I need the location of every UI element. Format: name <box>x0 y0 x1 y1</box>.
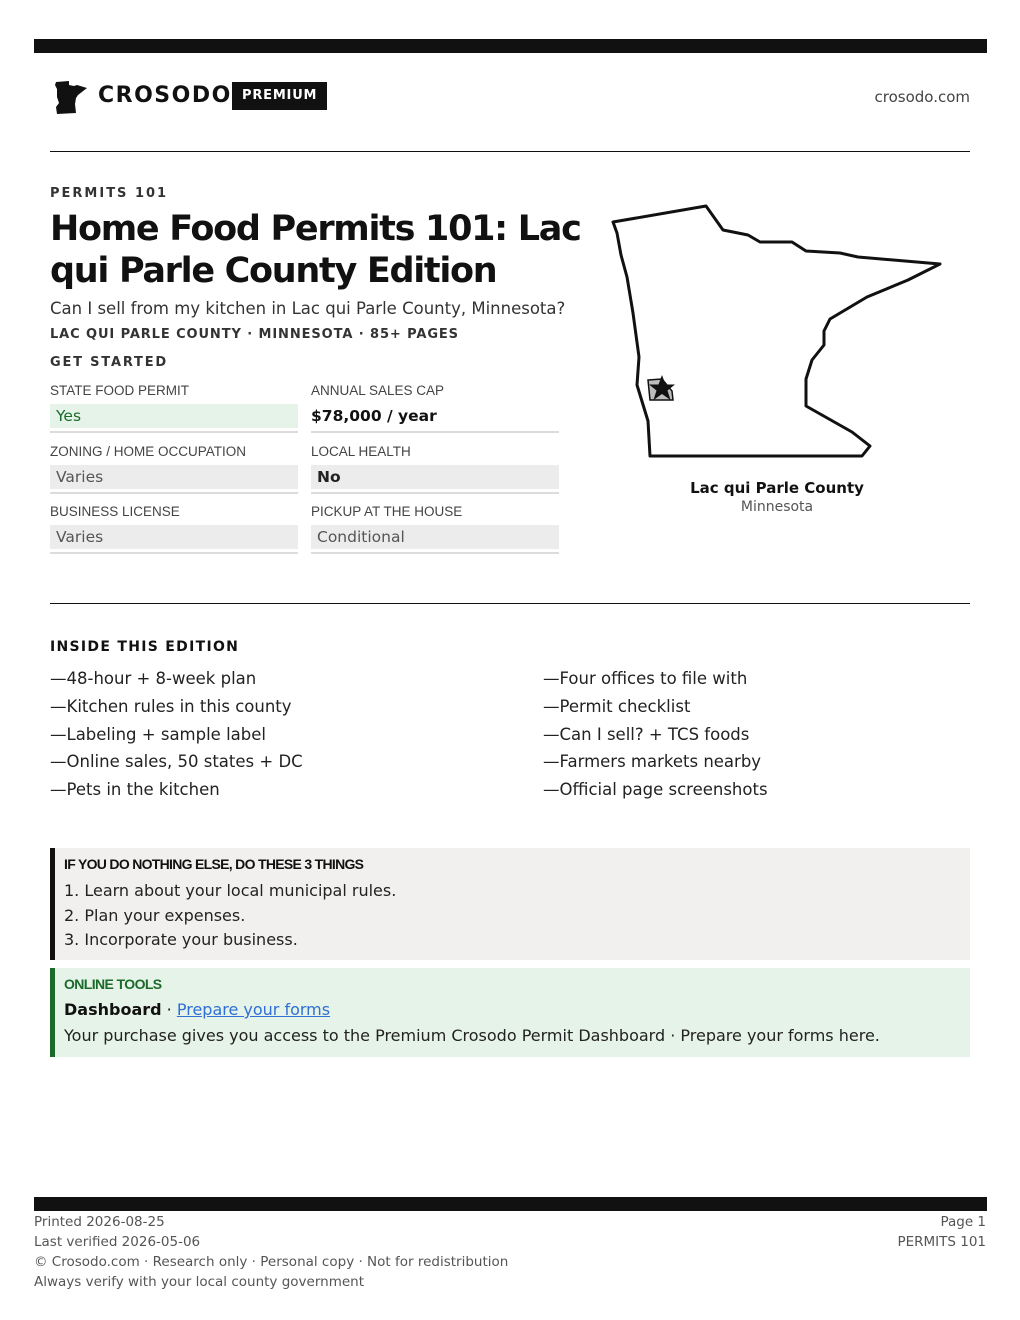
field-value: Varies <box>50 525 298 549</box>
section-name: PERMITS 101 <box>897 1234 986 1250</box>
tools-link-row <box>64 1000 330 1019</box>
field-label: LOCAL HEALTH <box>311 444 411 459</box>
annual-sales-cap-field <box>311 383 559 433</box>
top-rule-bar <box>34 39 987 53</box>
field-value: Conditional <box>311 525 559 549</box>
page-header <box>50 78 970 118</box>
todo-item: 3. Incorporate your business. <box>64 930 298 949</box>
county-locator-map <box>600 195 950 470</box>
callout-accent-bar <box>50 968 55 1057</box>
tools-body: Your purchase gives you access to the Premium Crosodo Permit Dashboard · Prepare your forms here. <box>64 1026 880 1045</box>
inside-list-right <box>543 665 768 804</box>
section-divider <box>50 603 970 604</box>
list-item: —Pets in the kitchen <box>50 780 220 800</box>
todo-item: 1. Learn about your local municipal rules. <box>64 881 397 900</box>
field-underline <box>311 492 559 494</box>
get-started-heading: GET STARTED <box>50 355 168 370</box>
field-value: Varies <box>50 465 298 489</box>
field-value: No <box>311 465 559 489</box>
prepare-forms-link[interactable]: Prepare your forms <box>176 1000 331 1019</box>
field-label: STATE FOOD PERMIT <box>50 383 190 398</box>
business-license-field <box>50 504 298 554</box>
state-outline <box>613 206 940 456</box>
footer-rule-bar <box>34 1197 987 1211</box>
minnesota-state-icon <box>54 80 88 116</box>
list-item: —Permit checklist <box>543 696 691 716</box>
list-item: —Farmers markets nearby <box>543 752 762 772</box>
callout-accent-bar <box>50 848 55 960</box>
footer-right <box>897 1212 986 1252</box>
field-underline <box>50 431 298 433</box>
copyright: © Crosodo.com · Research only · Personal copy · Not for redistribution <box>34 1254 509 1270</box>
printed-date: Printed 2026-08-25 <box>34 1214 165 1230</box>
field-label: ZONING / HOME OCCUPATION <box>50 444 247 459</box>
todo-callout <box>50 848 970 960</box>
tools-heading: ONLINE TOOLS <box>64 976 162 992</box>
field-label: ANNUAL SALES CAP <box>311 383 445 398</box>
brand-name: CROSODO <box>98 83 232 108</box>
page-number: Page 1 <box>940 1214 986 1230</box>
separator: · <box>161 1000 177 1019</box>
list-item: —Four offices to file with <box>543 669 748 688</box>
state-food-permit-field <box>50 383 298 433</box>
todo-item: 2. Plan your expenses. <box>64 905 246 925</box>
field-underline <box>50 552 298 554</box>
map-caption <box>600 479 954 515</box>
pickup-field <box>311 504 559 554</box>
field-underline <box>311 552 559 554</box>
dashboard-label: Dashboard <box>64 1000 162 1019</box>
verified-date: Last verified 2026-05-06 <box>34 1234 201 1250</box>
county-name: Lac qui Parle County <box>690 479 864 497</box>
header-divider <box>50 151 970 152</box>
verify-note: Always verify with your local county government <box>34 1274 364 1290</box>
list-item: —Labeling + sample label <box>50 724 266 744</box>
field-label: PICKUP AT THE HOUSE <box>311 504 463 519</box>
list-item: —48-hour + 8-week plan <box>50 669 257 688</box>
article-kicker: PERMITS 101 <box>50 186 169 201</box>
field-value: $78,000 / year <box>311 407 437 425</box>
list-item: —Can I sell? + TCS foods <box>543 724 750 744</box>
zoning-field <box>50 444 298 494</box>
field-underline <box>50 492 298 494</box>
page-meta: LAC QUI PARLE COUNTY · MINNESOTA · 85+ PAGES <box>50 327 459 342</box>
list-item: —Online sales, 50 states + DC <box>50 752 303 772</box>
page-subtitle: Can I sell from my kitchen in Lac qui Parle County, Minnesota? <box>50 299 566 318</box>
state-name: Minnesota <box>740 499 814 515</box>
field-label: BUSINESS LICENSE <box>50 504 180 519</box>
list-item: —Kitchen rules in this county <box>50 696 292 716</box>
premium-badge: PREMIUM <box>232 82 327 110</box>
field-value: Yes <box>50 404 298 428</box>
footer-left <box>34 1212 508 1292</box>
site-url[interactable]: crosodo.com <box>874 88 970 106</box>
local-health-field <box>311 444 559 494</box>
inside-heading: INSIDE THIS EDITION <box>50 639 240 655</box>
todo-heading: IF YOU DO NOTHING ELSE, DO THESE 3 THINGS <box>64 856 364 872</box>
inside-list-left <box>50 665 303 804</box>
field-underline <box>311 431 559 433</box>
list-item: —Official page screenshots <box>543 780 768 800</box>
online-tools-callout <box>50 968 970 1057</box>
todo-list <box>64 879 396 953</box>
page-title: Home Food Permits 101: Lac qui Parle County Edition <box>50 209 581 291</box>
